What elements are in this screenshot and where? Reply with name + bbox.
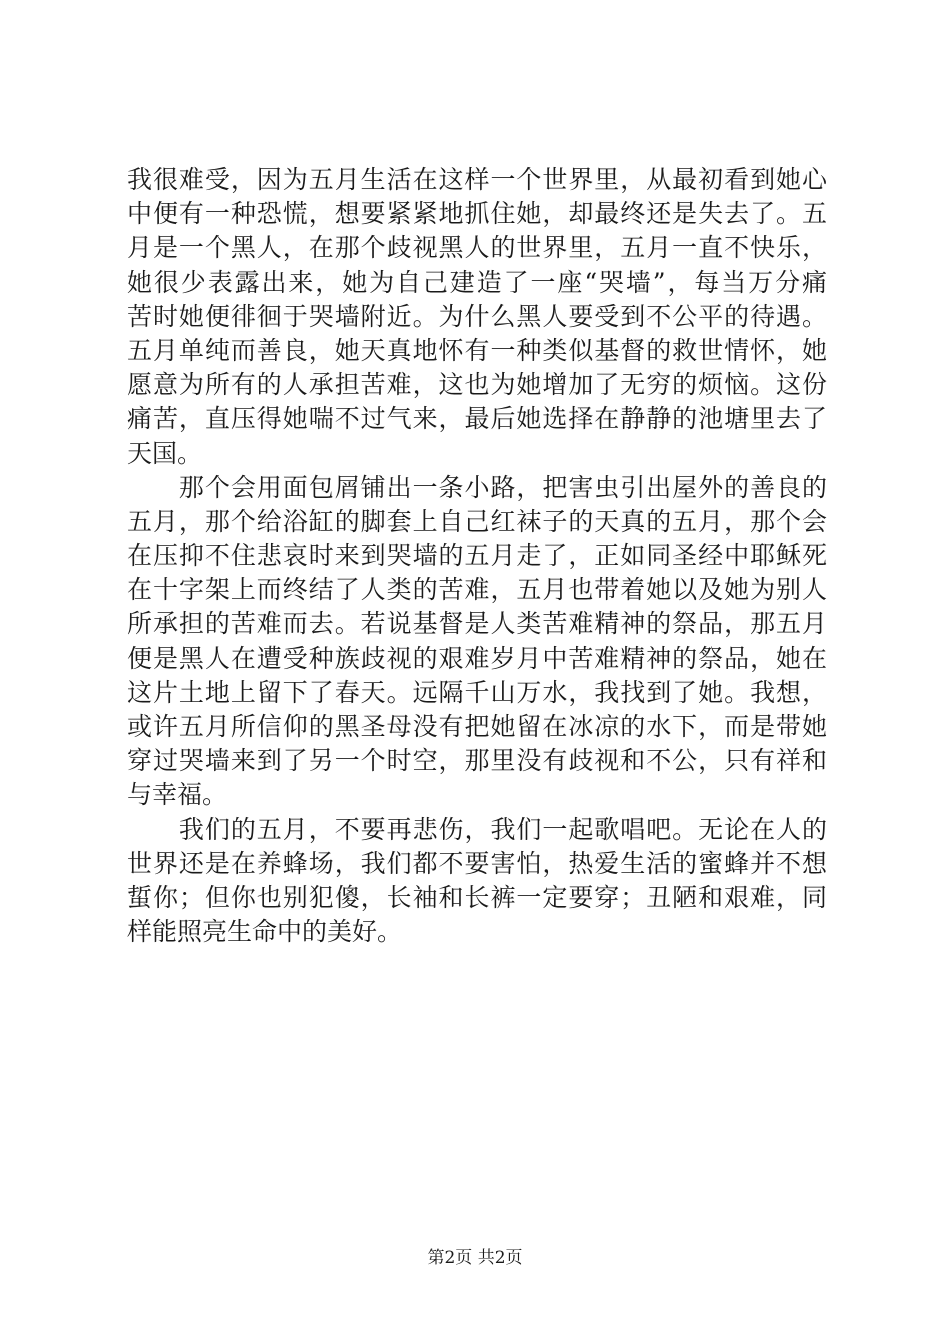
paragraph-line: 与幸福。	[127, 780, 228, 810]
paragraph-line: 蜇你；但你也别犯傻，长袖和长裤一定要穿；丑陋和艰难，同	[127, 882, 827, 912]
paragraph-line: 在压抑不住悲哀时来到哭墙的五月走了，正如同圣经中耶稣死	[127, 541, 827, 571]
page-footer	[0, 1246, 950, 1270]
paragraph-3	[127, 813, 827, 950]
paragraph-line: 世界还是在养蜂场，我们都不要害怕，热爱生活的蜜蜂并不想	[127, 848, 827, 878]
paragraph-1	[127, 163, 827, 471]
paragraph-line: 苦时她便徘徊于哭墙附近。为什么黑人要受到不公平的待遇。	[127, 301, 827, 331]
paragraph-line: 所承担的苦难而去。若说基督是人类苦难精神的祭品，那五月	[127, 609, 827, 639]
paragraph-line: 愿意为所有的人承担苦难，这也为她增加了无穷的烦恼。这份	[127, 370, 827, 400]
paragraph-line: 痛苦，直压得她喘不过气来，最后她选择在静静的池塘里去了	[127, 404, 827, 434]
paragraph-line: 这片土地上留下了春天。远隔千山万水，我找到了她。我想，	[127, 677, 827, 707]
paragraph-line: 月是一个黑人，在那个歧视黑人的世界里，五月一直不快乐，	[127, 233, 827, 263]
paragraph-line: 样能照亮生命中的美好。	[127, 917, 403, 947]
paragraph-line: 或许五月所信仰的黑圣母没有把她留在冰凉的水下，而是带她	[127, 712, 827, 741]
paragraph-line: 便是黑人在遭受种族歧视的艰难岁月中苦难精神的祭品，她在	[127, 643, 827, 673]
paragraph-line: 她很少表露出来，她为自己建造了一座“哭墙”，每当万分痛	[127, 267, 827, 297]
paragraph-line: 中便有一种恐慌，想要紧紧地抓住她，却最终还是失去了。五	[127, 199, 827, 229]
paragraph-line: 我们的五月，不要再悲伤，我们一起歌唱吧。无论在人的	[127, 814, 827, 844]
paragraph-line: 我很难受，因为五月生活在这样一个世界里，从最初看到她心	[127, 165, 827, 194]
paragraph-line: 穿过哭墙来到了另一个时空，那里没有歧视和不公，只有祥和	[127, 746, 827, 776]
paragraph-2	[127, 471, 827, 813]
paragraph-line: 五月，那个给浴缸的脚套上自己红袜子的天真的五月，那个会	[127, 506, 827, 536]
paragraph-line: 五月单纯而善良，她天真地怀有一种类似基督的救世情怀，她	[127, 335, 827, 365]
page-number: 第2页 共2页	[427, 1248, 523, 1268]
body-text	[127, 163, 827, 949]
paragraph-line: 在十字架上而终结了人类的苦难，五月也带着她以及她为别人	[127, 575, 827, 605]
paragraph-line: 天国。	[127, 438, 203, 468]
paragraph-line: 那个会用面包屑铺出一条小路，把害虫引出屋外的善良的	[127, 472, 827, 502]
